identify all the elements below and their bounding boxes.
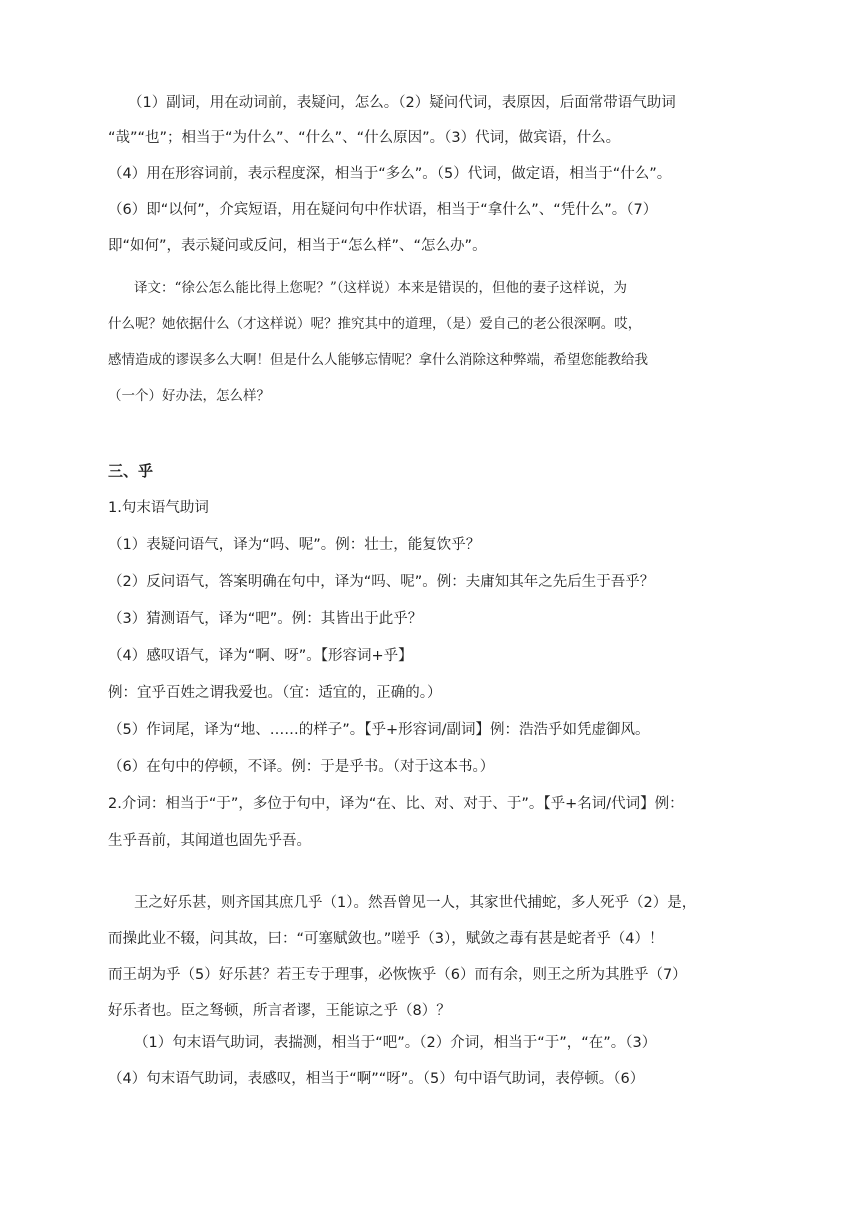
list-item: 生乎吾前，其闻道也固先乎吾。 <box>108 833 311 849</box>
list-item: 2.介词：相当于“于”，多位于句中，译为“在、比、对、对于、于”。【乎+名词/代词】例： <box>108 796 684 812</box>
text-line: 译文：“徐公怎么能比得上您呢？”（这样说）本来是错误的，但他的妻子这样说，为 <box>134 280 628 296</box>
list-item: （5）作词尾，译为“地、……的样子”。【乎+形容词/副词】例：浩浩乎如凭虚御风。 <box>108 722 650 738</box>
text-line: “哉”“也”；相当于“为什么”、“什么”、“什么原因”。（3）代词，做宾语，什么。 <box>108 130 621 146</box>
text-line: 王之好乐甚，则齐国其庶几乎（1）。然吾曾见一人，其家世代捕蛇，多人死乎（2）是， <box>134 895 697 911</box>
list-item: 例：宜乎百姓之谓我爱也。（宜：适宜的，正确的。） <box>108 685 442 701</box>
list-item: （6）在句中的停顿，不译。例：于是乎书。（对于这本书。） <box>108 759 495 775</box>
text-line: 而王胡为乎（5）好乐甚？若王专于理事，必恢恢乎（6）而有余，则王之所为其胜乎（7） <box>108 967 687 983</box>
text-line: 即“如何”，表示疑问或反问，相当于“怎么样”、“怎么办”。 <box>108 238 487 254</box>
text-line: 而操此业不辍，问其故，曰：“可塞赋敛也。”嗟乎（3），赋敛之毒有甚是蛇者乎（4）！ <box>108 931 664 947</box>
list-item: （4）感叹语气，译为“啊、呀”。【形容词+乎】 <box>108 648 413 664</box>
list-item: （1）表疑问语气，译为“吗、呢”。例：壮士，能复饮乎？ <box>108 537 481 553</box>
list-item: （3）猜测语气，译为“吧”。例：其皆出于此乎？ <box>108 611 423 627</box>
text-line: （6）即“以何”，介宾短语，用在疑问句中作状语，相当于“拿什么”、“凭什么”。（7） <box>108 202 658 218</box>
text-line: （4）用在形容词前，表示程度深，相当于“多么”。（5）代词，做定语，相当于“什么”。 <box>108 166 672 182</box>
text-line: 感情造成的谬误多么大啊！但是什么人能够忘情呢？拿什么消除这种弊端，希望您能教给我 <box>108 352 648 368</box>
text-line: （一个）好办法，怎么样？ <box>108 388 270 404</box>
text-line: （1）句末语气助词，表揣测，相当于“吧”。（2）介词，相当于“于”，“在”。（3） <box>134 1035 657 1051</box>
text-line: （1）副词，用在动词前，表疑问，怎么。（2）疑问代词，表原因，后面常带语气助词 <box>128 95 676 111</box>
section-heading: 三、乎 <box>108 462 154 480</box>
list-item: （2）反问语气，答案明确在句中，译为“吗、呢”。例：夫庸知其年之先后生于吾乎？ <box>108 574 655 590</box>
text-line: 好乐者也。臣之驽顿，所言者谬，王能谅之乎（8）？ <box>108 1003 451 1019</box>
text-line: 什么呢？她依据什么（才这样说）呢？推究其中的道理，（是）爱自己的老公很深啊。哎， <box>108 316 642 332</box>
list-item: 1.句末语气助词 <box>108 500 209 516</box>
text-line: （4）句末语气助词，表感叹，相当于“啊”“呀”。（5）句中语气助词，表停顿。（6） <box>108 1071 645 1087</box>
